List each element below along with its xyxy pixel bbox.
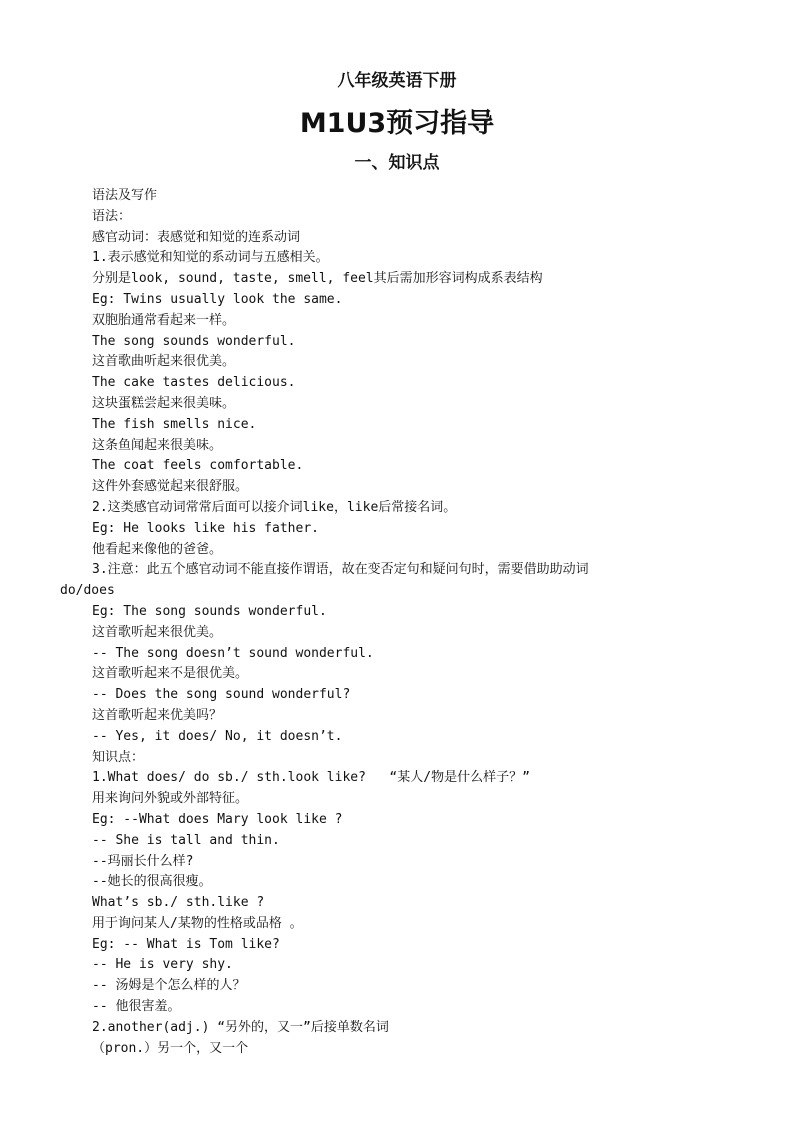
body-line: 这首歌听起来优美吗？ [92,707,223,723]
body-line: 3.注意：此五个感官动词不能直接作谓语，故在变否定句和疑问句时，需要借助助动词 [92,562,589,578]
body-line: Eg: --What does Mary look like ? [92,811,343,827]
section-heading: 一、知识点 [354,153,440,173]
body-line: -- He is very shy. [92,957,233,973]
body-line: 分别是look, sound, taste, smell, feel其后需加形容词构成系表结构 [92,271,543,287]
body-line-continuation: do/does [60,583,115,599]
body-line: Eg: Twins usually look the same. [92,291,343,307]
body-line: The cake tastes delicious. [92,375,296,391]
body-line: 这首歌听起来不是很优美。 [92,666,249,682]
body-line: 这首歌听起来很优美。 [92,624,223,640]
body-line: -- 他很害羞。 [92,999,181,1015]
document-body [60,186,736,1059]
body-line: What’s sb./ sth.like ? [92,895,265,911]
document-title: M1U3预习指导 [299,108,495,139]
body-line: -- She is tall and thin. [92,832,280,848]
body-line: 这条鱼闻起来很美味。 [92,437,223,453]
body-line: --玛丽长什么样? [92,853,194,869]
body-line: 这件外套感觉起来很舒服。 [92,479,249,495]
body-line: The coat feels comfortable. [92,458,304,474]
body-line: 1.表示感觉和知觉的系动词与五感相关。 [92,250,329,266]
body-line: 这首歌曲听起来很优美。 [92,354,236,370]
body-line: -- The song doesn’t sound wonderful. [92,645,374,661]
body-line: 1.What does/ do sb./ sth.look like? “某人/物是什么样子？” [92,770,530,786]
body-line: Eg: -- What is Tom like? [92,936,280,952]
body-line: -- 汤姆是个怎么样的人？ [92,978,246,994]
body-line: 感官动词：表感觉和知觉的连系动词 [92,229,301,245]
body-line: The song sounds wonderful. [92,333,296,349]
body-line: 知识点： [92,749,145,765]
body-line: 双胞胎通常看起来一样。 [92,312,236,328]
body-line: Eg: He looks like his father. [92,520,319,536]
body-line: 他看起来像他的爸爸。 [92,541,223,557]
body-line: （pron.）另一个，又一个 [92,1040,249,1056]
body-line: 语法及写作 [92,188,158,203]
grade-heading: 八年级英语下册 [337,71,457,91]
body-line: 语法： [92,208,132,224]
body-line: -- Does the song sound wonderful? [92,687,351,703]
body-line: 用来询问外貌或外部特征。 [92,791,249,807]
body-line: 用于询问某人/某物的性格或品格 。 [92,915,303,931]
body-line: Eg: The song sounds wonderful. [92,603,327,619]
body-line: 2.这类感官动词常常后面可以接介词like，like后常接名词。 [92,499,457,515]
body-line: -- Yes, it does/ No, it doesn’t. [92,728,343,744]
body-line: 2.another(adj.) “另外的，又一”后接单数名词 [92,1019,389,1035]
body-line: The fish smells nice. [92,416,257,432]
body-line: --她长的很高很瘦。 [92,874,212,890]
body-line: 这块蛋糕尝起来很美味。 [92,395,236,411]
